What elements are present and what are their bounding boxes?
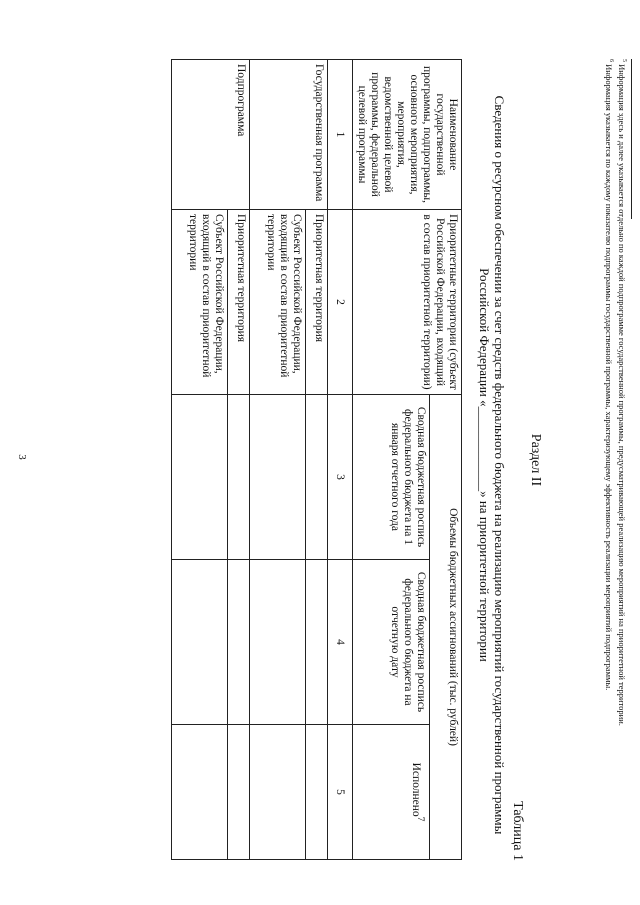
row-name-cell: Подпрограмма: [172, 60, 250, 210]
header-program-name: Наименование государственной программы, подпрограммы, основного мероприятия, мероприятия, ведомственной целевой программы, федеральной целевой программы: [353, 60, 462, 210]
row-value-cell: [250, 395, 306, 560]
column-number: 1: [328, 60, 353, 210]
row-value-cell: [172, 395, 228, 560]
column-number: 2: [328, 210, 353, 395]
row-value-cell: [250, 560, 306, 725]
row-value-cell: [306, 725, 328, 860]
resource-table-wrapper: [171, 59, 462, 859]
table-caption-line-2: Российской Федерации «_____________» на приоритетной территории: [477, 268, 492, 662]
table-caption: [477, 85, 507, 845]
row-value-cell: [172, 725, 228, 860]
row-value-cell: [306, 560, 328, 725]
table-row: [228, 60, 250, 860]
row-value-cell: [228, 560, 250, 725]
header-budget-report-date: Сводная бюджетная роспись федерального бюджета на отчетную дату: [353, 560, 430, 725]
header-priority-territory: Приоритетные территории (субъект Российской Федерации, входящий в состав приоритетной территории): [353, 210, 462, 395]
header-budget-jan1: Сводная бюджетная роспись федерального бюджета на 1 января отчетного года: [353, 395, 430, 560]
footnote-5: $^5$ Информация здесь и далее указывается отдельно по каждой подпрограмме государственной программы, предусматривающей реализацию мероприятий на приоритетной территории.: [617, 59, 628, 726]
row-territory-cell: Приоритетная территория: [306, 210, 328, 395]
footnote-6: $^6$ Информация указывается по каждому показателю подпрограммы государственной программы, характеризующему эффективность реализации мероприятий подпрограммы.: [604, 59, 615, 691]
section-title: Раздел II: [528, 433, 543, 487]
row-value-cell: [306, 395, 328, 560]
row-value-cell: [172, 560, 228, 725]
row-name-cell: Государственная программа: [250, 60, 328, 210]
footnote-divider: [631, 59, 632, 219]
row-territory-cell: Субъект Российской Федерации, входящий в состав приоритетной территории: [250, 210, 306, 395]
column-number: 3: [328, 395, 353, 560]
row-value-cell: [228, 395, 250, 560]
header-budget-volumes: Объемы бюджетных ассигнований (тыс. рублей): [430, 395, 462, 860]
table-caption-line-1: Сведения о ресурсном обеспечении за счет средств федерального бюджета на реализацию мероприятий государственной программы: [492, 95, 507, 835]
row-territory-cell: Приоритетная территория: [228, 210, 250, 395]
rotated-page-content: [92, 45, 632, 875]
row-value-cell: [250, 725, 306, 860]
row-territory-cell: Субъект Российской Федерации, входящий в состав приоритетной территории: [172, 210, 228, 395]
table-row: [306, 60, 328, 860]
header-executed: Исполнено$^7$: [353, 725, 430, 860]
table-label: Таблица 1: [510, 801, 525, 861]
column-number: 5: [328, 725, 353, 860]
page-number: 3: [16, 454, 28, 460]
resource-table: [171, 59, 462, 860]
row-value-cell: [228, 725, 250, 860]
footnotes: [603, 59, 629, 865]
column-number: 4: [328, 560, 353, 725]
